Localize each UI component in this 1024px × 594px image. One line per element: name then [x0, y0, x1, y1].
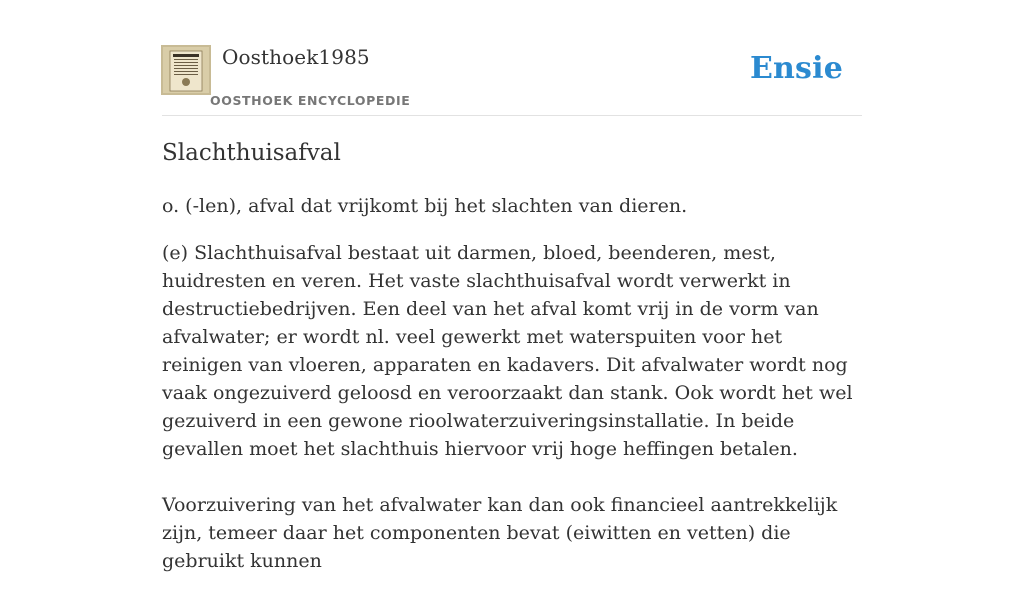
entry-title: Slachthuisafval	[162, 140, 341, 166]
entry-definition: o. (-len), afval dat vrijkomt bij het slachten van dieren.	[162, 195, 688, 217]
avatar[interactable]	[162, 46, 210, 94]
source-label[interactable]: OOSTHOEK ENCYCLOPEDIE	[210, 93, 411, 108]
entry-body	[162, 192, 862, 594]
page-container	[162, 0, 862, 572]
header	[162, 0, 862, 116]
entry-paragraph-1: (e) Slachthuisafval bestaat uit darmen, bloed, beenderen, mest, huidresten en veren. Het vaste slachthuisafval wordt verwerkt in destructiebedrijven. Een deel van het afval komt vrij in de vorm van afvalwater; er wordt nl. veel gewerkt met waterspuiten voor het reinigen van vloeren, apparaten en kadavers. Dit afvalwater wordt nog vaak ongezuiverd geloosd en veroorzaakt dan stank. Ook wordt het wel gezuiverd in een gewone rioolwaterzuiveringsinstallatie. In beide gevallen moet het slachthuis hiervoor vrij hoge heffingen betalen.	[162, 242, 853, 460]
book-cover-avatar-icon	[162, 46, 210, 94]
username-link[interactable]: Oosthoek1985	[222, 45, 370, 69]
brand-logo[interactable]: Ensie	[749, 51, 843, 86]
entry-paragraph-2: Voorzuivering van het afvalwater kan dan ook financieel aantrekkelijk zijn, temeer daar het componenten bevat (eiwitten en vetten) die gebruikt kunnen	[162, 494, 838, 572]
